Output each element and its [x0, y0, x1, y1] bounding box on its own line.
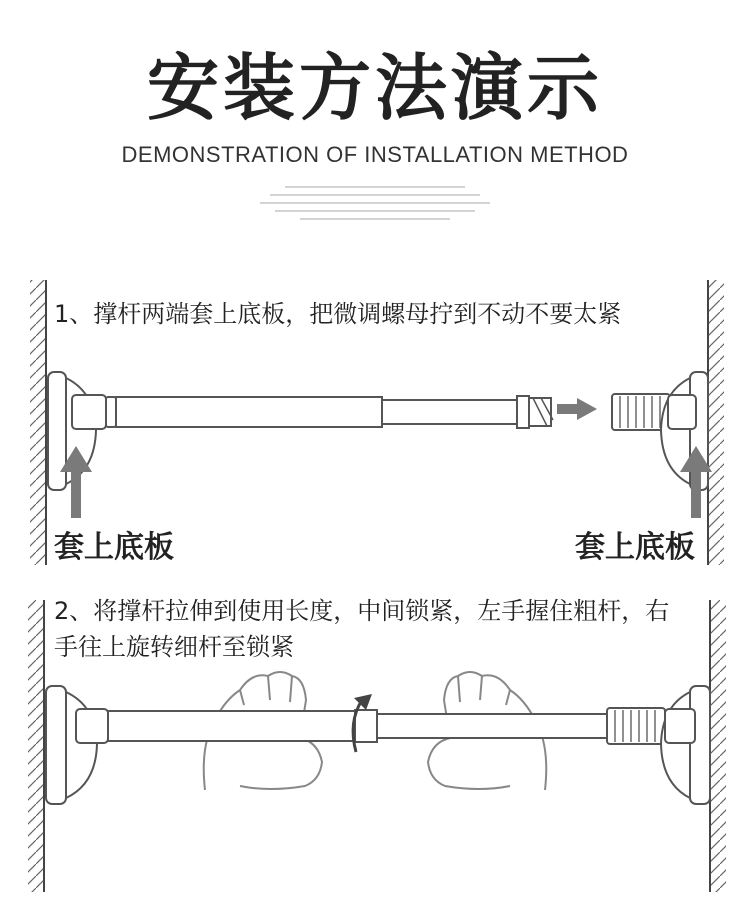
right-wall-1 — [708, 280, 724, 565]
right-base-label: 套上底板 — [575, 530, 695, 565]
step-1-instruction: 1、撑杆两端套上底板，把微调螺母拧到不动不要太紧 — [54, 300, 622, 328]
rod-thick-1 — [106, 396, 553, 428]
adjust-nut-2 — [607, 708, 665, 744]
page-title: 安装方法演示 — [146, 46, 603, 130]
page-subtitle: DEMONSTRATION OF INSTALLATION METHOD — [121, 142, 629, 167]
left-wall-2 — [28, 600, 44, 892]
left-base-plate-2 — [46, 686, 108, 804]
step-2-instruction: 2、将撑杆拉伸到使用长度，中间锁紧，左手握住粗杆，右手往上旋转细杆至锁紧 — [54, 597, 670, 661]
left-wall-1 — [30, 280, 46, 565]
rod-step-2 — [108, 710, 607, 742]
arrow-right-icon — [557, 398, 597, 420]
right-base-plate-2 — [661, 686, 710, 804]
left-base-label: 套上底板 — [54, 530, 174, 565]
right-wall-2 — [710, 600, 726, 892]
